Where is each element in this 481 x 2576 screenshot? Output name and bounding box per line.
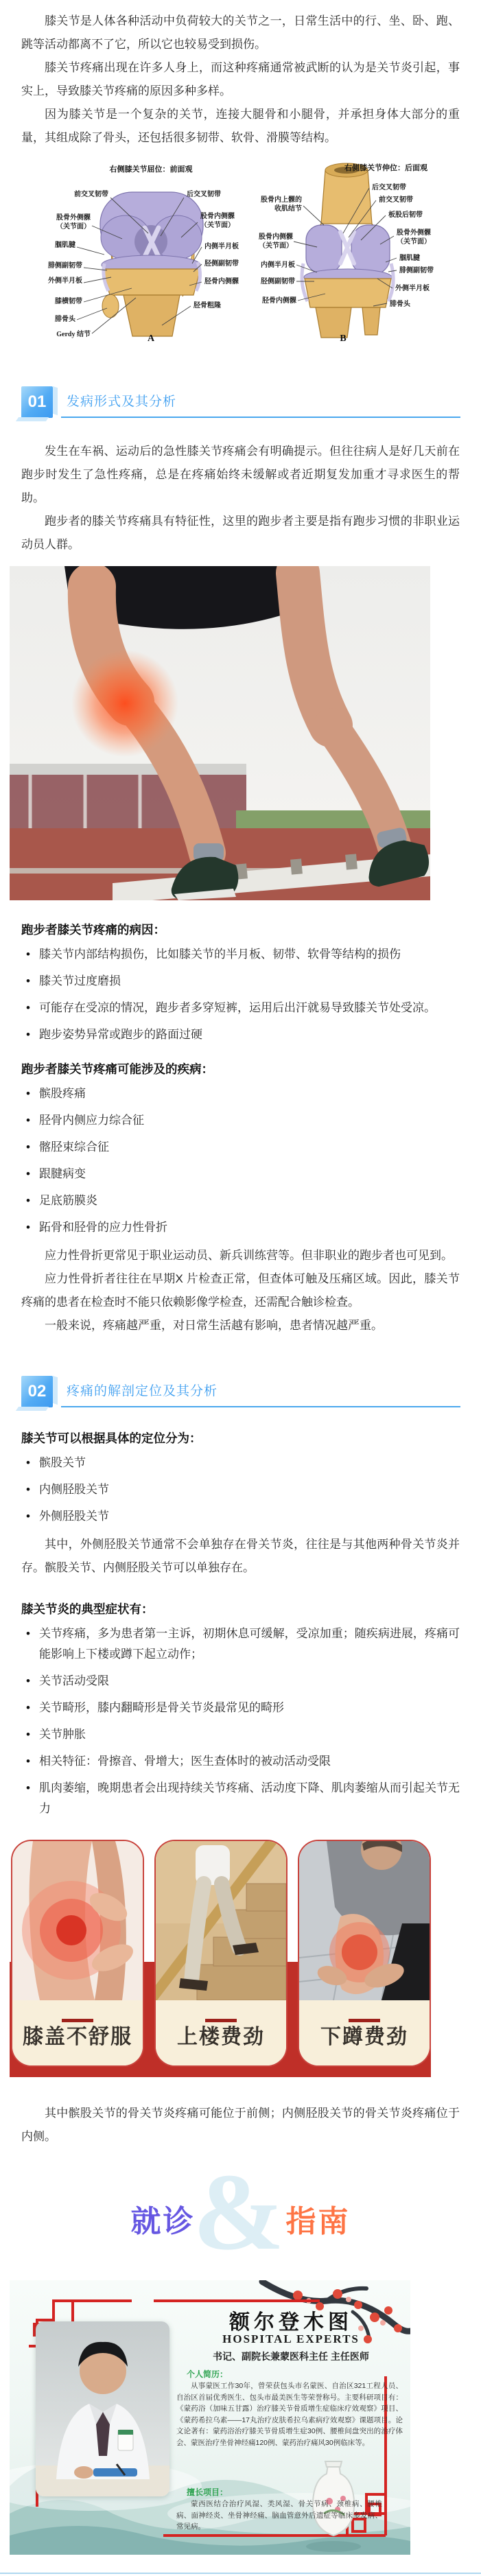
knee-anatomy-illustration <box>21 161 459 344</box>
card-caption <box>299 2000 430 2065</box>
caption-text: 膝盖不舒服 <box>23 2025 132 2048</box>
list-item <box>21 1137 460 1158</box>
list-item-text: 跟腱病变 <box>39 1167 86 1180</box>
resume-text: 从事蒙医工作30年，曾荣获包头市名蒙医、自治区321工程人员、自治区首届优秀医生、包头市最美医生等荣誉称号。主要科研项目有：《蒙药浴（加味五甘露）治疗膝关节骨质增生症临床疗效观察》项目、《蒙药希拉乌素——17丸治疗皮肤希拉乌素病疗效观察》课题项目。论文论著有：蒙药浴治疗膝关节骨质增生症30例、腰椎间盘突出的治疗体会、蒙医治疗坐骨神经痛120例、蒙药治疗痛风30例临床等。 <box>176 2382 403 2447</box>
section-number-badge: 02 <box>21 1376 53 1407</box>
diagram-b-letter: B <box>340 333 347 344</box>
list-item-text: 关节疼痛，多为患者第一主诉，初期休息可缓解，受凉加重；随疾病进展，疼痛可能影响上下楼或蹲下起立动作； <box>39 1627 460 1661</box>
label-transverse-lig: 膝横韧带 <box>55 298 82 305</box>
skill-text: 蒙西医结合治疗风湿、类风湿、骨关节病、颈椎病、腰椎病、面神经炎、坐骨神经痛、脑血管意外后遗症等临床多发病、常见病。 <box>176 2500 382 2531</box>
skill-heading: 擅长项目： <box>187 2487 228 2497</box>
label-articular-surface: （关节面） <box>200 222 235 229</box>
label-tibial-collateral: 胫侧副韧带 <box>261 278 295 285</box>
knee-anatomy-figure <box>21 161 460 348</box>
label-tibial-collateral: 胫侧副韧带 <box>204 260 239 268</box>
caption-text: 下蹲费劲 <box>320 2025 408 2048</box>
expert-subtitle: HOSPITAL EXPERTS <box>222 2332 360 2345</box>
section-title: 发病形式及其分析 <box>67 395 177 409</box>
list-item <box>21 1453 460 1473</box>
card-stairs-difficulty <box>154 1840 288 2067</box>
section-header-2 <box>21 1373 460 1409</box>
list-item-text: 肌肉萎缩，晚期患者会出现持续关节疼痛、活动度下降、肌肉萎缩从而引起关节无力 <box>39 1781 460 1815</box>
caption-dash <box>205 2019 237 2022</box>
list-item-text: 跑步姿势异常或跑步的路面过硬 <box>39 1028 202 1041</box>
list-item-text: 相关特征：骨擦音、骨增大；医生查体时的被动活动受限 <box>39 1755 331 1768</box>
list-item-text: 髌股疼痛 <box>39 1087 86 1100</box>
list-item <box>21 1724 460 1745</box>
label-acl: 前交叉韧带 <box>379 196 413 204</box>
list-item-text: 膝关节过度磨损 <box>39 974 121 987</box>
intro-paragraph: 膝关节是人体各种活动中负荷较大的关节之一，日常生活中的行、坐、卧、跑、跳等活动都离不了它，所以它也较易受到损伤。 <box>21 14 460 51</box>
section-underline <box>61 417 460 418</box>
list-item-text: 胫骨内侧应力综合征 <box>39 1114 144 1127</box>
expert-name: 额尔登木图 <box>229 2311 353 2334</box>
list-item <box>21 998 460 1018</box>
list-item <box>21 1671 460 1691</box>
list-item <box>21 1624 460 1665</box>
label-adductor-tubercle-2: 收肌结节 <box>274 205 302 213</box>
list-item-text: 内侧胫股关节 <box>39 1483 109 1496</box>
list-item <box>21 1778 460 1819</box>
list-item-text: 髌股关节 <box>39 1456 86 1469</box>
caption-dash <box>349 2019 380 2022</box>
diagram-a-title: 右侧膝关节屈位：前面观 <box>109 165 193 174</box>
section-header-1 <box>21 384 460 419</box>
section-number-badge: 01 <box>21 386 53 418</box>
symptoms-list <box>21 1624 460 1819</box>
location-heading: 膝关节可以根据具体的定位分为： <box>21 1431 202 1445</box>
label-adductor-tubercle-1: 股骨内上髁的 <box>261 196 302 204</box>
label-lat-femoral-condyle: 股骨外侧髁 <box>56 214 91 222</box>
doctor-photo <box>36 2321 169 2496</box>
card-caption <box>156 2000 286 2065</box>
guide-word-right: 指南 <box>285 2205 351 2238</box>
list-item <box>21 1084 460 1104</box>
label-articular-surface: （关节面） <box>259 242 293 250</box>
list-item <box>21 1217 460 1238</box>
card-squat-difficulty <box>298 1840 431 2067</box>
label-lat-femoral-condyle: 股骨外侧髁 <box>397 229 431 237</box>
list-item <box>21 1751 460 1772</box>
list-item-text: 关节肿胀 <box>39 1728 86 1741</box>
label-popliteus-tendon: 腘肌腱 <box>399 255 420 262</box>
label-fibular-collateral: 腓侧副韧带 <box>48 262 82 270</box>
label-lat-meniscus: 外侧半月板 <box>395 285 430 292</box>
resume-heading: 个人简历： <box>187 2369 228 2379</box>
hospital-expert-banner <box>10 2280 410 2555</box>
label-articular-surface: （关节面） <box>56 223 91 231</box>
list-item-text: 关节畸形，膝内翻畸形是骨关节炎最常见的畸形 <box>39 1701 284 1714</box>
label-med-tibial-condyle: 胫骨内侧髁 <box>204 278 239 285</box>
caption-text: 上楼费劲 <box>177 2025 265 2048</box>
symptom-cards-banner <box>10 1840 431 2077</box>
stress-fracture-paragraph: 一般来说，疼痛越严重，对日常生活越有影响，患者情况越严重。 <box>45 1319 383 1332</box>
label-fibular-head: 腓骨头 <box>390 301 410 308</box>
diseases-heading: 跑步者膝关节疼痛可能涉及的疾病： <box>21 1062 213 1076</box>
label-pcl: 后交叉韧带 <box>187 191 221 198</box>
card-knee-discomfort <box>11 1840 144 2067</box>
location-list <box>21 1453 460 1527</box>
list-item-text: 外侧胫股关节 <box>39 1510 109 1523</box>
card-photo-squat <box>299 1841 430 2000</box>
intro-paragraph: 膝关节疼痛出现在许多人身上，而这种疼痛通常被武断的认为是关节炎引起，事实上，导致膝关节疼痛的原因多种多样。 <box>21 61 460 97</box>
runner-start-blocks-illustration <box>10 566 430 900</box>
expert-role-line: 书记、副院长兼蒙医科主任 主任医师 <box>213 2351 369 2362</box>
label-tibial-tuberosity: 胫骨粗隆 <box>193 302 221 309</box>
label-acl: 前交叉韧带 <box>74 191 108 198</box>
anatomy-diagram-b <box>259 163 434 344</box>
list-item-text: 跖骨和胫骨的应力性骨折 <box>39 1221 167 1234</box>
section-title: 疼痛的解剖定位及其分析 <box>67 1384 218 1398</box>
card-photo-knee-hold <box>12 1841 143 2000</box>
section-underline <box>61 1406 460 1407</box>
symptoms-heading: 膝关节炎的典型症状有： <box>21 1602 154 1616</box>
list-item-text: 足底筋膜炎 <box>39 1194 97 1207</box>
label-lat-meniscus: 外侧半月板 <box>48 277 82 285</box>
label-fibular-collateral: 腓侧副韧带 <box>399 267 434 274</box>
diseases-list <box>21 1084 460 1238</box>
intro-paragraph: 因为膝关节是一个复杂的关节，连接大腿骨和小腿骨，并承担身体大部分的重量，其组成除了骨头，还包括很多韧带、软骨、滑膜等结构。 <box>21 108 460 144</box>
list-item-text: 关节活动受限 <box>39 1674 109 1687</box>
label-pcl: 后交叉韧带 <box>372 184 406 191</box>
list-item <box>21 944 460 965</box>
section1-paragraph: 跑步者的膝关节疼痛具有特征性，这里的跑步者主要是指有跑步习惯的非职业运动员人群。 <box>21 515 460 551</box>
ampersand-art: & <box>193 2151 285 2273</box>
list-item-text: 膝关节内部结构损伤，比如膝关节的半月板、韧带、软骨等结构的损伤 <box>39 948 401 961</box>
list-item <box>21 1110 460 1131</box>
diagram-a-letter: A <box>147 333 155 344</box>
runner-photo <box>10 566 460 900</box>
stress-fracture-paragraph: 应力性骨折更常见于职业运动员、新兵训练营等。但非职业的跑步者也可见到。 <box>45 1249 453 1262</box>
anatomy-diagram-a <box>48 164 239 344</box>
label-med-meniscus: 内侧半月板 <box>204 243 239 250</box>
card-caption <box>12 2000 143 2065</box>
label-fibular-head: 腓骨头 <box>55 316 75 323</box>
list-item <box>21 1479 460 1500</box>
label-med-femoral-condyle: 股骨内侧髁 <box>200 213 235 220</box>
guide-word-left: 就诊 <box>130 2205 196 2238</box>
label-med-femoral-condyle: 股骨内侧髁 <box>259 233 293 241</box>
list-item <box>21 1024 460 1045</box>
diagram-b-title: 右侧膝关节伸位：后面观 <box>344 164 427 172</box>
section1-paragraph: 发生在车祸、运动后的急性膝关节疼痛会有明确提示。但往往病人是好几天前在跑步时发生了急性疼痛，总是在疼痛始终未缓解或者近期复发加重才寻求医生的帮助。 <box>21 445 460 504</box>
list-item <box>21 1506 460 1527</box>
label-meniscofemoral-lig: 板股后韧带 <box>388 211 423 219</box>
causes-list <box>21 944 460 1045</box>
causes-heading: 跑步者膝关节疼痛的病因： <box>21 923 165 937</box>
list-item <box>21 971 460 992</box>
list-item <box>21 1698 460 1718</box>
location-paragraph: 其中，外侧胫股关节通常不会单独存在骨关节炎，往往是与其他两种骨关节炎并存。髌股关节、内侧胫股关节可以单独存在。 <box>21 1538 460 1574</box>
caption-dash <box>62 2019 93 2022</box>
list-item <box>21 1164 460 1184</box>
list-item-text: 髂胫束综合征 <box>39 1140 109 1154</box>
stress-fracture-paragraph: 应力性骨折者往往在早期X 片检查正常，但查体可触及压痛区域。因此，膝关节疼痛的患者在检查时不能只依赖影像学检查，还需配合触诊检查。 <box>21 1272 460 1309</box>
card-photo-stairs <box>156 1841 286 2000</box>
label-med-meniscus: 内侧半月板 <box>261 261 295 269</box>
guide-heading <box>21 2151 460 2273</box>
after-cards-paragraph: 其中髌股关节的骨关节炎疼痛可能位于前侧；内侧胫股关节的骨关节炎疼痛位于内侧。 <box>21 2107 460 2143</box>
label-popliteus-tendon: 腘肌腱 <box>55 242 75 249</box>
label-articular-surface: （关节面） <box>397 238 431 246</box>
list-item <box>21 1191 460 1211</box>
list-item-text: 可能存在受凉的情况，跑步者多穿短裤，运用后出汗就易导致膝关节处受凉。 <box>39 1001 436 1014</box>
label-gerdy-tubercle: Gerdy 结节 <box>56 331 91 338</box>
label-med-tibial-condyle: 胫骨内侧髁 <box>262 297 296 305</box>
